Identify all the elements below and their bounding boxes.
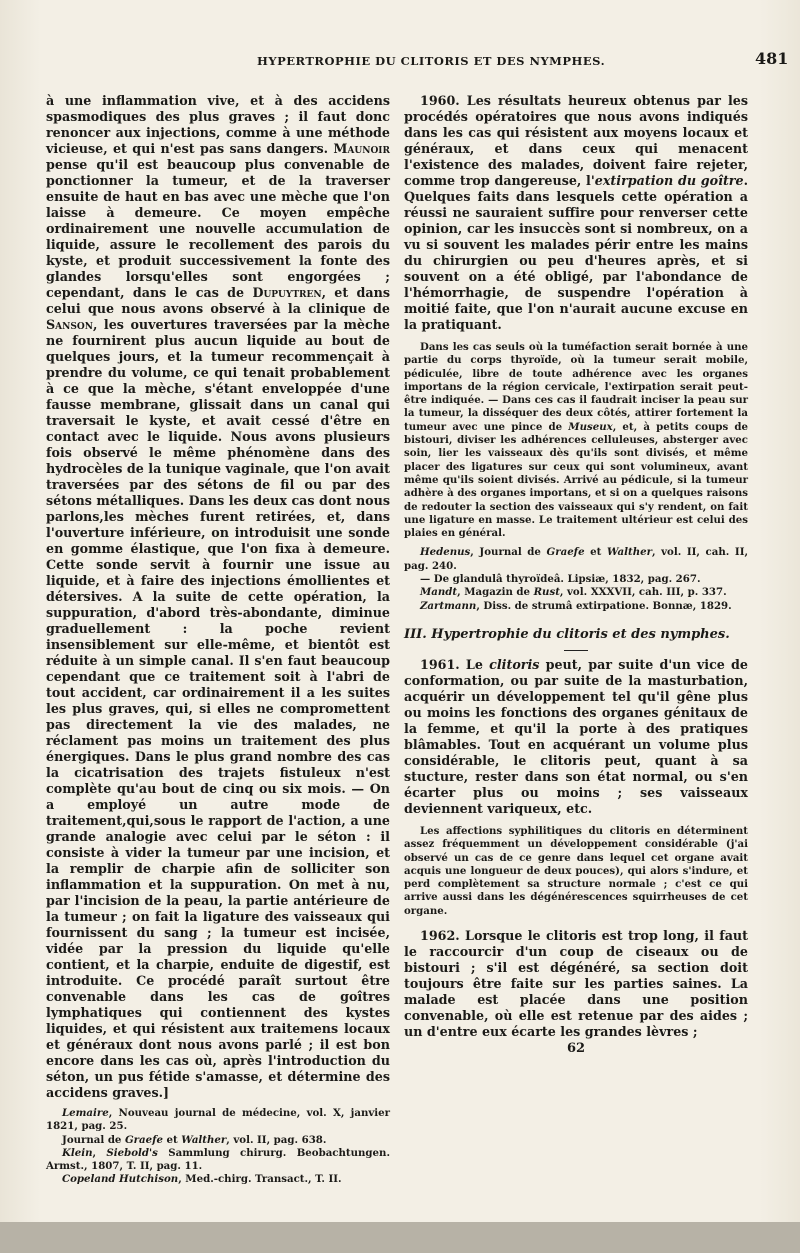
reference-item: Zartmann, Diss. de strumâ extirpatione. Bonnæ, 1829. [420, 599, 732, 612]
reference-item: Mandt, Magazin de Rust, vol. XXXVII, cah. III, p. 337. [420, 586, 727, 599]
name-dupuytren: Dupuytren [252, 285, 322, 300]
name-sanson: Sanson [46, 317, 93, 332]
right-column [404, 93, 748, 1056]
note-syphilitic: Les affections syphilitiques du clitoris en déterminent assez fréquemment un développement considérable (j'ai observé un cas de ce genre dans lequel cet organe avait acquis une longueur de deux pouces), qui alors s'indure, et perd complètement sa structure normale ; c'est ce qui arrive aussi dans les dégénérescences squirrheuses de cet organe. [404, 824, 748, 917]
references-left [46, 1107, 390, 1187]
references-right [404, 546, 748, 612]
reference-item: — De glandulâ thyroïdeâ. Lipsiæ, 1832, pag. 267. [420, 573, 701, 586]
reference-item: Hedenus, Journal de Graefe et Walther, vol. II, cah. II, pag. 240. [404, 546, 749, 572]
term-clitoris: clitoris [489, 656, 540, 672]
reference-item: Journal de Graefe et Walther, vol. II, pag. 638. [62, 1133, 327, 1146]
section-title: III. Hypertrophie du clitoris et des nymphes. [404, 626, 730, 642]
paragraph-1962: 1962. Lorsque le clitoris est trop long, il faut le raccourcir d'un coup de ciseaux ou de bistouri ; s'il est dégénéré, sa section doit toujours être faite sur les parties saines. La malade est placée dans une position convenable, où elle est retenue par des aides ; un d'entre eux écarte les grandes lèvres ; [404, 928, 748, 1040]
reference-item: Lemaire, Nouveau journal de médecine, vol. X, janvier 1821, pag. 25. [46, 1107, 390, 1133]
running-head: HYPERTROPHIE DU CLITORIS ET DES NYMPHES. [257, 54, 606, 68]
note-extirpation: Dans les cas seuls où la tuméfaction serait bornée à une partie du corps thyroïde, où la tumeur serait mobile, pédiculée, libre de toute adhérence avec les organes importans de la région cervicale, l'extirpation serait peut-être indiquée. — Dans ces cas il faudrait inciser la peau sur la tumeur, la disséquer des deux côtés, attirer fortement la tumeur avec une pince de Museux, et, à petits coups de bistouri, diviser les adhérences celluleuses, absterger avec soin, lier les vaisseaux dès qu'ils sont divisés, et même placer des ligatures sur ceux qui sont volumineux, avant même qu'ils soient divisés. Arrivé au pédicule, si la tumeur adhère à des organes importans, et si on a quelques raisons de redouter la section des vaisseaux qui s'y rendent, on fait une ligature en masse. Le traitement ultérieur est celui des plaies en général. [404, 341, 749, 540]
section-rule [564, 650, 588, 651]
paragraph-1961: 1961. Le clitoris peut, par suite d'un vice de conformation, ou par suite de la masturbation, acquérir un développement tel qu'il gêne plus ou moins les fonctions des organes génitaux de la femme, et qu'il la porte à des pratiques blâmables. Tout en acquérant un volume plus considérable, le clitoris peut, quant à sa stucture, rester dans son état normal, ou s'en écarter plus ou moins ; ses vaisseaux deviennent variqueux, etc. [404, 656, 749, 816]
signature-mark: 62 [566, 1041, 586, 1057]
paragraph-continuation: à une inflammation vive, et à des accidens spasmodiques des plus graves ; il faut donc renoncer aux injections, comme à une méthode vicieuse, et qui n'est pas sans dangers. Maunoir pense qu'il est beaucoup plus convenable de ponctionner la tumeur, et de la traverser ensuite de haut en bas avec une mèche que l'on laisse à demeure. Ce moyen empêche ordinairement une nouvelle accumulation de liquide, assure le recollement des parois du kyste, et produit successivement la fonte des glandes lorsqu'elles sont engorgées ; cependant, dans le cas de Dupuytren, et dans celui que nous avons observé à la clinique de Sanson, les ouvertures traversées par la mèche ne fournirent plus aucun liquide au bout de quelques jours, et la tumeur recommençait à prendre du volume, ce qui tenait probablement à ce que la mèche, s'étant enveloppée d'une fausse membrane, glissait dans un canal qui traversait le kyste, et avait cessé d'être en contact avec le liquide. Nous avons plusieurs fois observé le même phénomène dans des hydrocèles de la tunique vaginale, que l'on avait traversées par des sétons de fil ou par des sétons métalliques. Dans les deux cas dont nous parlons,les mèches furent retirées, et, dans l'ouverture inférieure, on introduisit une sonde en gomme élastique, que l'on fixa à demeure. Cette sonde servit à fournir une issue au liquide, et à faire des injections émollientes et détersives. A la suite de cette opération, la suppuration, d'abord très-abondante, diminue graduellement : la poche revient insensiblement sur elle-même, et bientôt est réduite à un simple canal. Il s'en faut beaucoup cependant que ce traitement soit à l'abri de tout accident, car ordinairement il a les suites les plus graves, qui, si elles ne compromettent pas directement la vie des malades, ne réclament pas moins un traitement des plus énergiques. Dans le plus grand nombre des cas la cicatrisation des trajets fistuleux n'est complète qu'au bout de cinq ou six mois. — On a employé un autre mode de traitement,qui,sous le rapport de l'action, a une grande analogie avec celui par le séton : il consiste à vider la tumeur par une incision, et la remplir de charpie afin de solliciter son inflammation et la suppuration. On met à nu, par l'incision de la peau, la partie antérieure de la tumeur ; on fait la ligature des vaisseaux qui fournissent du sang ; la tumeur est incisée, vidée par la pression du liquide qu'elle contient, et la charpie, enduite de digestif, est introduite. Ce procédé paraît surtout être convenable dans les cas de goîtres lymphatiques qui contiennent des kystes liquides, et qui résistent aux traitemens locaux et généraux dont nous avons parlé ; il est bon encore dans les cas où, après l'introduction du séton, un pus fétide s'amasse, et détermine des accidens graves.] [46, 93, 390, 1100]
term-extirpation: extirpation du goître [594, 173, 744, 188]
page-number: 481 [755, 49, 789, 68]
name-maunoir: Maunoir [333, 141, 390, 156]
reference-item: Klein, Siebold's Sammlung chirurg. Beobachtungen. Armst., 1807, T. II, pag. 11. [46, 1146, 390, 1173]
scan-bottom-edge [0, 1222, 800, 1253]
left-column [46, 93, 390, 1187]
paragraph-1960: 1960. Les résultats heureux obtenus par les procédés opératoires que nous avons indiqués dans les cas qui résistent aux moyens locaux et généraux, et dans ceux qui menacent l'existence des malades, doivent faire rejeter, comme trop dangereuse, l'extirpation du goître. Quelques faits dans lesquels cette opération a réussi ne sauraient suffire pour renverser cette opinion, car les insuccès sont si nombreux, on a vu si souvent les malades périr entre les mains du chirurgien ou peu d'heures après, et si souvent on a été obligé, par l'abondance de l'hémorrhagie, de suspendre l'opération à moitié faite, que l'on n'aurait aucune excuse en la pratiquant. [404, 93, 748, 332]
reference-item: Copeland Hutchison, Med.-chirg. Transact., T. II. [62, 1173, 342, 1186]
